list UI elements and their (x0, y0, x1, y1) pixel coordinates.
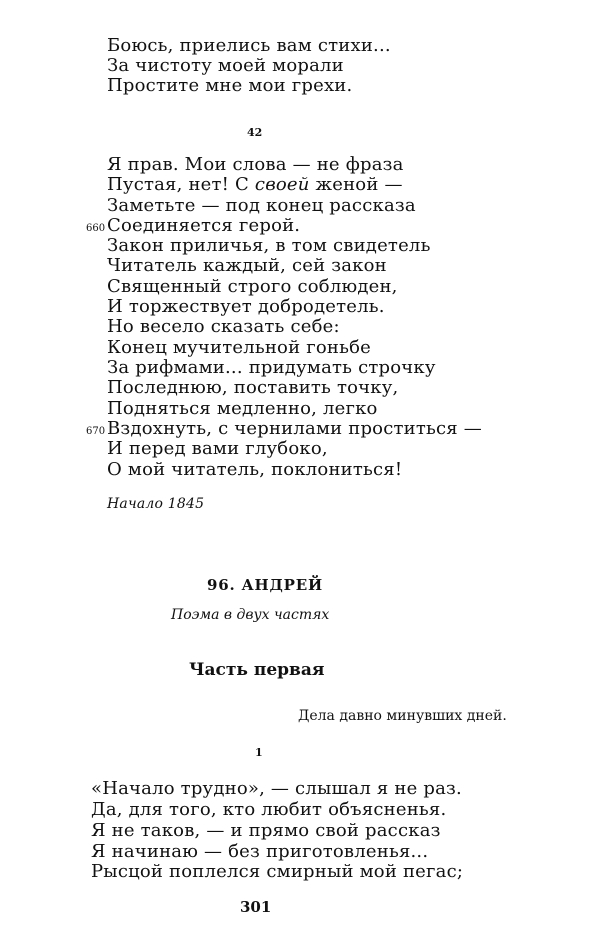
poem-line: Конец мучительной гоньбе (107, 337, 371, 358)
poem-line: «Начало трудно», — слышал я не раз. (91, 778, 462, 799)
poem-line: Последнюю, поставить точку, (107, 377, 399, 398)
emphasis-word: своей (254, 174, 310, 195)
poem-line: За рифмами... придумать строчку (107, 357, 436, 378)
poem-line: Да, для того, кто любит объясненья. (91, 799, 447, 820)
poem-line (107, 175, 403, 195)
stanza-number: 42 (247, 126, 263, 139)
line-number: 670 (86, 426, 106, 437)
poem-line: За чистоту моей морали (107, 55, 344, 76)
poem-line: И торжествует добродетель. (107, 296, 385, 317)
poem-subtitle: Поэма в двух частях (171, 607, 330, 623)
poem-line: Я не таков, — и прямо свой рассказ (91, 820, 441, 841)
poem-line: Заметьте — под конец рассказа (107, 195, 416, 216)
poem-line: И перед вами глубоко, (107, 438, 328, 459)
poem-line-part: женой — (309, 174, 403, 195)
poem-line: О мой читатель, поклониться! (107, 459, 403, 480)
stanza-number: 1 (255, 746, 263, 759)
poem-line: Вздохнуть, с чернилами проститься — (107, 418, 482, 439)
part-heading: Часть первая (189, 660, 325, 680)
poem-line: Но весело сказать себе: (107, 316, 340, 337)
poem-line: Читатель каждый, сей закон (107, 255, 387, 276)
poem-line: Рысцой поплелся смирный мой пегас; (91, 861, 464, 882)
poem-line: Соединяется герой. (107, 215, 301, 236)
page-number: 301 (240, 898, 272, 916)
poem-line-part: Пустая, нет! С (107, 174, 255, 195)
poem-line: Священный строго соблюден, (107, 276, 398, 297)
line-number: 660 (86, 223, 106, 234)
poem-line: Закон приличья, в том свидетель (107, 235, 431, 256)
poem-line: Подняться медленно, легко (107, 398, 378, 419)
poem-line: Боюсь, приелись вам стихи... (107, 35, 391, 56)
date-note: Начало 1845 (107, 496, 205, 512)
epigraph: Дела давно минувших дней. (298, 708, 507, 724)
poem-title: 96. АНДРЕЙ (207, 576, 323, 594)
poem-line: Простите мне мои грехи. (107, 75, 353, 96)
poem-line: Я начинаю — без приготовленья... (91, 841, 429, 862)
poem-line: Я прав. Мои слова — не фраза (107, 154, 404, 175)
